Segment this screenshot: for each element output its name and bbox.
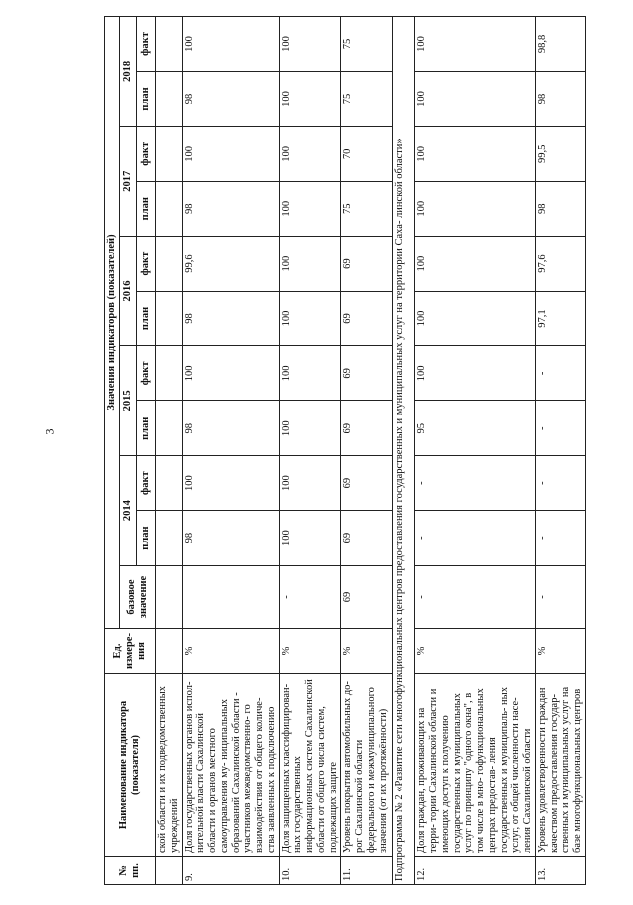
- indicator-name: Уровень покрытия автомобильных до- рог Сахалинской области федерального и межмуниципального значения (от их протяжённости): [341, 674, 393, 857]
- fact-value-cell: 100: [279, 346, 341, 401]
- plan-value-cell: 75: [341, 181, 393, 236]
- subprogram-title: Подпрограмма № 2 «Развитие сети многофункциональных центров предоставления государственных и муниципальных услуг на территории Саха- линской области»: [393, 16, 415, 884]
- table-body: [156, 16, 586, 884]
- row-number: 10.: [279, 857, 341, 885]
- plan-value-cell: 69: [341, 401, 393, 456]
- plan-value-cell: 95: [415, 401, 536, 456]
- row-number: 13.: [535, 857, 585, 885]
- unit-cell: %: [535, 629, 585, 674]
- plan-value-cell: [156, 181, 183, 236]
- plan-value-cell: 98: [182, 511, 279, 566]
- unit-cell: [156, 629, 183, 674]
- header-fact: факт: [137, 236, 156, 291]
- fact-value-cell: 100: [279, 16, 341, 71]
- header-year: 2017: [120, 126, 137, 236]
- indicator-name: ской области и их подведомственных учреждений: [156, 674, 183, 857]
- unit-cell: %: [415, 629, 536, 674]
- header-plan: план: [137, 511, 156, 566]
- base-value-cell: [182, 566, 279, 629]
- header-fact: факт: [137, 126, 156, 181]
- fact-value-cell: 100: [279, 236, 341, 291]
- plan-value-cell: [156, 291, 183, 346]
- plan-value-cell: 97,1: [535, 291, 585, 346]
- plan-value-cell: 100: [415, 181, 536, 236]
- plan-value-cell: 100: [279, 71, 341, 126]
- plan-value-cell: 75: [341, 71, 393, 126]
- fact-value-cell: -: [535, 346, 585, 401]
- header-fact: факт: [137, 346, 156, 401]
- plan-value-cell: 100: [415, 291, 536, 346]
- indicator-name: Уровень удовлетворенности граждан качеством предоставления государ- ственных и муниципальных услуг на базе многофункциональных центров: [535, 674, 585, 857]
- header-year: 2015: [120, 346, 137, 456]
- fact-value-cell: 100: [182, 346, 279, 401]
- fact-value-cell: 100: [182, 16, 279, 71]
- unit-cell: %: [182, 629, 279, 674]
- indicators-table: [104, 16, 586, 885]
- header-plan: план: [137, 181, 156, 236]
- base-value-cell: -: [535, 566, 585, 629]
- indicator-name: Доля граждан, проживающих на терри- тории Сахалинской области и имеющих доступ к получению государственных и муниципальных услуг по принципу "одного окна", в том числе в мно- гофункциональных центрах предостав- ления государственных и муниципаль- ных услуг, от общей численности насе- ления Сахалинской области: [415, 674, 536, 857]
- fact-value-cell: 100: [182, 456, 279, 511]
- plan-value-cell: 98: [535, 181, 585, 236]
- fact-value-cell: 98,8: [535, 16, 585, 71]
- table-row: [182, 16, 279, 884]
- fact-value-cell: 69: [341, 236, 393, 291]
- indicator-name: Доля защищенных классифицирован- ных государственных информационных систем Сахалинской области от общего числа систем, подлежащих защите: [279, 674, 341, 857]
- plan-value-cell: 100: [279, 401, 341, 456]
- plan-value-cell: 69: [341, 511, 393, 566]
- fact-value-cell: 100: [415, 236, 536, 291]
- header-unit: Ед. измере- ния: [105, 629, 156, 674]
- row-number: 12.: [415, 857, 536, 885]
- base-value-cell: -: [415, 566, 536, 629]
- fact-value-cell: 69: [341, 346, 393, 401]
- fact-value-cell: 99,6: [182, 236, 279, 291]
- indicators-table-sheet: [104, 17, 583, 885]
- fact-value-cell: 70: [341, 126, 393, 181]
- fact-value-cell: 75: [341, 16, 393, 71]
- plan-value-cell: 98: [535, 71, 585, 126]
- header-num: № пп.: [105, 857, 156, 885]
- header-fact: факт: [137, 456, 156, 511]
- row-number: 9.: [182, 857, 279, 885]
- row-number: [156, 857, 183, 885]
- fact-value-cell: [156, 236, 183, 291]
- header-year: 2016: [120, 236, 137, 346]
- header-base: базовое значение: [120, 566, 156, 629]
- base-value-cell: 69: [341, 566, 393, 629]
- fact-value-cell: 100: [415, 126, 536, 181]
- header-plan: план: [137, 401, 156, 456]
- fact-value-cell: 99,5: [535, 126, 585, 181]
- plan-value-cell: 69: [341, 291, 393, 346]
- header-values-group: Значения индикаторов (показателей): [105, 16, 120, 628]
- header-plan: план: [137, 71, 156, 126]
- fact-value-cell: [156, 346, 183, 401]
- header-fact: факт: [137, 16, 156, 71]
- header-name: Наименование индикатора (показателя): [105, 674, 156, 857]
- header-plan: план: [137, 291, 156, 346]
- fact-value-cell: 100: [182, 126, 279, 181]
- unit-cell: %: [279, 629, 341, 674]
- plan-value-cell: 100: [279, 511, 341, 566]
- plan-value-cell: -: [535, 401, 585, 456]
- fact-value-cell: 100: [279, 456, 341, 511]
- table-row: [279, 16, 341, 884]
- fact-value-cell: -: [535, 456, 585, 511]
- plan-value-cell: [156, 71, 183, 126]
- fact-value-cell: 100: [415, 16, 536, 71]
- plan-value-cell: -: [415, 511, 536, 566]
- plan-value-cell: 100: [415, 71, 536, 126]
- plan-value-cell: [156, 401, 183, 456]
- table-row: [156, 16, 183, 884]
- plan-value-cell: 98: [182, 71, 279, 126]
- fact-value-cell: 100: [279, 126, 341, 181]
- plan-value-cell: 100: [279, 291, 341, 346]
- subprogram-row: [393, 16, 415, 884]
- indicator-name: Доля государственных органов испол- нительной власти Сахалинской области и органов местного самоуправления му- ниципальных образований Сахалинской области - участников межведомственно- го взаимодействия от общего количе- ства заявленных к подключению: [182, 674, 279, 857]
- fact-value-cell: [156, 16, 183, 71]
- plan-value-cell: -: [535, 511, 585, 566]
- fact-value-cell: 69: [341, 456, 393, 511]
- table-row: [341, 16, 393, 884]
- fact-value-cell: [156, 126, 183, 181]
- header-year: 2014: [120, 456, 137, 566]
- fact-value-cell: -: [415, 456, 536, 511]
- header-year: 2018: [120, 16, 137, 126]
- page-number: 3: [42, 428, 57, 435]
- plan-value-cell: 100: [279, 181, 341, 236]
- fact-value-cell: [156, 456, 183, 511]
- plan-value-cell: 98: [182, 291, 279, 346]
- base-value-cell: -: [279, 566, 341, 629]
- table-row: [415, 16, 536, 884]
- unit-cell: %: [341, 629, 393, 674]
- plan-value-cell: 98: [182, 181, 279, 236]
- fact-value-cell: 100: [415, 346, 536, 401]
- row-number: 11.: [341, 857, 393, 885]
- plan-value-cell: 98: [182, 401, 279, 456]
- table-row: [535, 16, 585, 884]
- plan-value-cell: [156, 511, 183, 566]
- fact-value-cell: 97,6: [535, 236, 585, 291]
- base-value-cell: [156, 566, 183, 629]
